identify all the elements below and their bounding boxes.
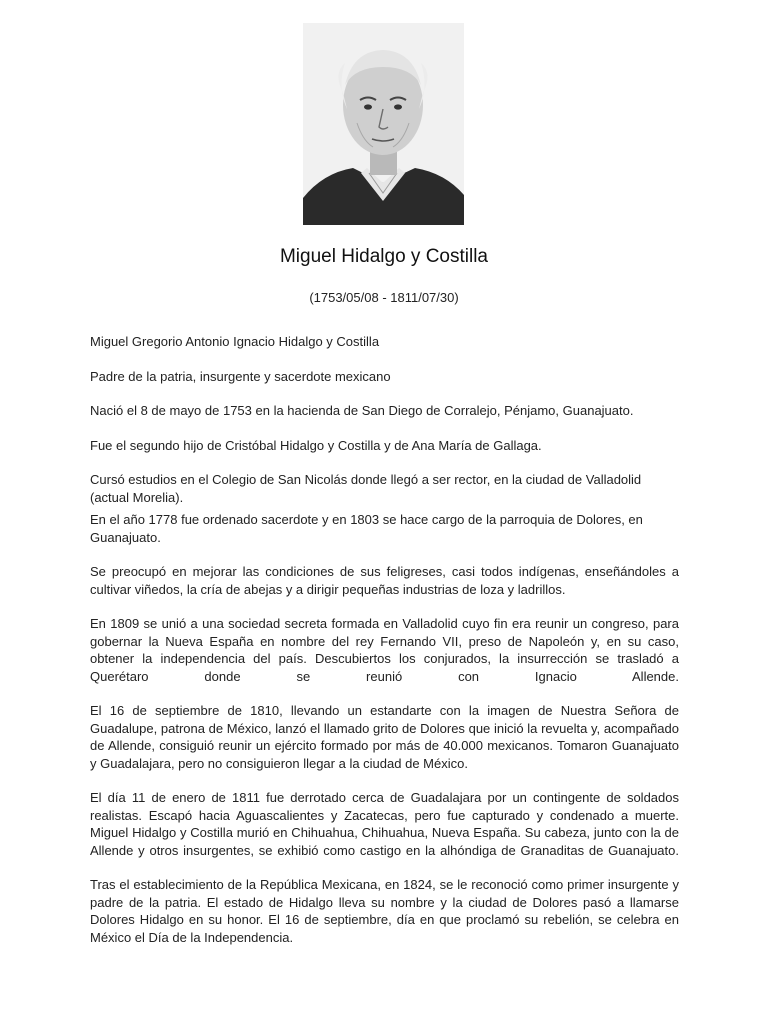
paragraph-birth: Nació el 8 de mayo de 1753 en la hacienda de San Diego de Corralejo, Pénjamo, Guanajuato.: [90, 403, 634, 418]
paragraph-parents: Fue el segundo hijo de Cristóbal Hidalgo y Costilla y de Ana María de Gallaga.: [90, 437, 542, 453]
paragraph-conspiracy: En 1809 se unió a una sociedad secreta formada en Valladolid cuyo fin era reunir un congreso, para gobernar la Nueva España en nombre del rey Fernando VII, preso de Napoleón y, en su caso, obtener la independencia del país. Descubiertos los conjurados, la insurrección se trasladó a Querétaro donde se reunió con Ignacio Allende.: [90, 616, 679, 684]
biography-text: [90, 333, 679, 946]
paragraph-studies: Cursó estudios en el Colegio de San Nicolás donde llegó a ser rector, en la ciudad de Valladolid (actual Morelia).: [90, 472, 642, 505]
portrait-engraving-icon: [303, 23, 464, 225]
paragraph-legacy: Tras el establecimiento de la República Mexicana, en 1824, se le reconoció como primer insurgente y padre de la patria. El estado de Hidalgo lleva su nombre y la ciudad de Dolores pasó a llamarse Dolores Hidalgo en su honor. El 16 de septiembre, día en que proclamó su rebelión, se celebra en México el Día de la Independencia.: [90, 877, 679, 945]
paragraph-ordination: En el año 1778 fue ordenado sacerdote y en 1803 se hace cargo de la parroquia de Dolores, en Guanajuato.: [90, 512, 643, 545]
paragraph-role: Padre de la patria, insurgente y sacerdote mexicano: [90, 368, 391, 384]
paragraph-parish-work: Se preocupó en mejorar las condiciones de sus feligreses, casi todos indígenas, enseñándoles a cultivar viñedos, la cría de abejas y a dirigir pequeñas industrias de loza y ladrillos.: [90, 564, 679, 597]
page-title: Miguel Hidalgo y Costilla: [279, 246, 489, 267]
paragraph-full-name: Miguel Gregorio Antonio Ignacio Hidalgo y Costilla: [90, 334, 380, 349]
portrait-image: [303, 23, 464, 225]
paragraph-defeat: El día 11 de enero de 1811 fue derrotado cerca de Guadalajara por un contingente de soldados realistas. Escapó hacia Aguascalientes y Zacatecas, pero fue capturado y condenado a muerte. Miguel Hidalgo y Costilla murió en Chihuahua, Chihuahua, Nueva España. Su cabeza, junto con la de Allende y otros insurgentes, se exhibió como castigo en la alhóndiga de Granaditas de Guanajuato.: [90, 790, 679, 858]
life-dates: (1753/05/08 - 1811/07/30): [309, 290, 459, 305]
paragraph-grito: El 16 de septiembre de 1810, llevando un estandarte con la imagen de Nuestra Señora de Guadalupe, patrona de México, lanzó el llamado grito de Dolores que inició la revuelta y, acompañado de Allende, consiguió reunir un ejército formado por más de 40.000 mexicanos. Tomaron Guanajuato y Guadalajara, pero no consiguieron llegar a la ciudad de México.: [90, 703, 679, 771]
